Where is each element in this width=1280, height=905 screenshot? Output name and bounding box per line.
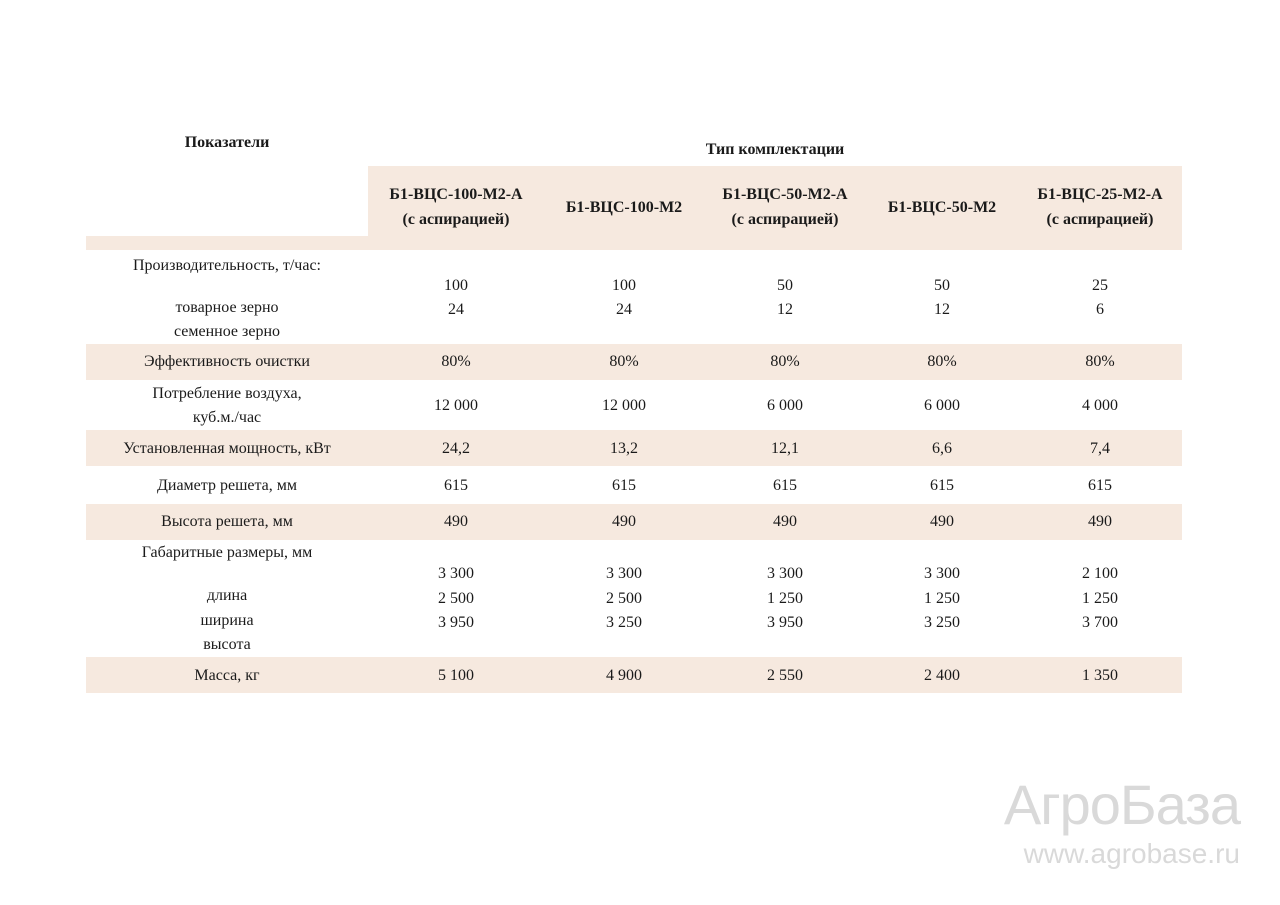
row-label-productivity: Производительность, т/час: xyxy=(133,257,321,274)
table-cell: 4 000 xyxy=(1082,397,1118,414)
table-cell: 6 000 xyxy=(767,397,803,414)
table-cell: 615 xyxy=(773,477,797,494)
model-header xyxy=(866,178,1018,236)
table-cell: 80% xyxy=(609,353,639,370)
row-label-efficiency: Эффективность очистки xyxy=(144,353,310,370)
model-note: (с аспирацией) xyxy=(402,211,510,228)
table-cell: 490 xyxy=(612,513,636,530)
table-cell: 80% xyxy=(770,353,800,370)
table-cell: 80% xyxy=(927,353,957,370)
model-note: (с аспирацией) xyxy=(1046,211,1154,228)
table-cell: 615 xyxy=(612,477,636,494)
model-name: Б1-ВЦС-100-М2-А xyxy=(389,186,523,203)
indicators-header: Показатели xyxy=(184,134,270,151)
table-cell: 12 xyxy=(777,301,793,318)
table-cell: 6 xyxy=(1096,301,1104,318)
table-cell: 24,2 xyxy=(442,440,470,457)
row-label-sieve-diameter: Диаметр решета, мм xyxy=(156,477,298,494)
table-cell: 12 000 xyxy=(602,397,646,414)
table-cell: 2 500 xyxy=(606,590,642,607)
table-cell: 1 250 xyxy=(1082,590,1118,607)
table-cell: 2 400 xyxy=(924,667,960,684)
table-cell: 80% xyxy=(1085,353,1115,370)
row-sublabel: высота xyxy=(203,636,251,653)
model-note: (с аспирацией) xyxy=(731,211,839,228)
table-cell: 80% xyxy=(441,353,471,370)
model-name: Б1-ВЦС-50-М2-А xyxy=(722,186,848,203)
table-cell: 4 900 xyxy=(606,667,642,684)
model-name: Б1-ВЦС-50-М2 xyxy=(887,198,997,216)
table-cell: 12 xyxy=(934,301,950,318)
table-cell: 490 xyxy=(930,513,954,530)
row-label-mass: Масса, кг xyxy=(194,667,260,684)
table-cell: 1 250 xyxy=(767,590,803,607)
table-cell: 6,6 xyxy=(932,440,952,457)
row-label-dimensions: Габаритные размеры, мм xyxy=(141,544,313,561)
table-cell: 490 xyxy=(444,513,468,530)
table-cell: 6 000 xyxy=(924,397,960,414)
model-name: Б1-ВЦС-100-М2 xyxy=(565,198,683,216)
model-header xyxy=(544,178,704,236)
table-cell: 615 xyxy=(1088,477,1112,494)
model-name: Б1-ВЦС-25-М2-А xyxy=(1037,186,1163,203)
table-cell: 615 xyxy=(930,477,954,494)
table-cell: 12 000 xyxy=(434,397,478,414)
row-sublabel: ширина xyxy=(200,612,254,629)
table-cell: 50 xyxy=(934,277,950,294)
table-cell: 13,2 xyxy=(610,440,638,457)
table-cell: 3 300 xyxy=(767,565,803,582)
table-cell: 12,1 xyxy=(771,440,799,457)
table-cell: 490 xyxy=(773,513,797,530)
table-cell: 3 300 xyxy=(606,565,642,582)
table-cell: 5 100 xyxy=(438,667,474,684)
row-label-air: Потребление воздуха, xyxy=(152,385,302,402)
table-cell: 3 950 xyxy=(767,614,803,631)
table-cell: 3 300 xyxy=(924,565,960,582)
table-cell: 3 950 xyxy=(438,614,474,631)
table-cell: 7,4 xyxy=(1090,440,1110,457)
table-cell: 100 xyxy=(612,277,636,294)
row-label-air-unit: куб.м./час xyxy=(192,409,262,426)
table-cell: 3 700 xyxy=(1082,614,1118,631)
table-cell: 2 550 xyxy=(767,667,803,684)
header-band-bottom xyxy=(86,236,1182,250)
table-cell: 3 250 xyxy=(924,614,960,631)
model-header xyxy=(368,178,544,236)
row-sublabel: товарное зерно xyxy=(175,299,279,316)
table-cell: 50 xyxy=(777,277,793,294)
row-label-power: Установленная мощность, кВт xyxy=(123,440,331,457)
table-cell: 24 xyxy=(448,301,464,318)
model-header xyxy=(1018,178,1182,236)
table-cell: 24 xyxy=(616,301,632,318)
row-label-sieve-height: Высота решета, мм xyxy=(161,513,293,530)
table-cell: 3 250 xyxy=(606,614,642,631)
watermark-url: www.agrobase.ru xyxy=(1023,838,1240,869)
row-sublabel: семенное зерно xyxy=(173,323,281,340)
watermark-logo: АгроБаза xyxy=(1003,773,1240,836)
model-header xyxy=(704,178,866,236)
type-header: Тип комплектации xyxy=(705,141,845,158)
table-cell: 1 250 xyxy=(924,590,960,607)
table-cell: 100 xyxy=(444,277,468,294)
row-sublabel: длина xyxy=(206,587,248,604)
table-cell: 1 350 xyxy=(1082,667,1118,684)
table-cell: 3 300 xyxy=(438,565,474,582)
table-cell: 2 500 xyxy=(438,590,474,607)
table-cell: 490 xyxy=(1088,513,1112,530)
table-cell: 25 xyxy=(1092,277,1108,294)
table-cell: 615 xyxy=(444,477,468,494)
table-cell: 2 100 xyxy=(1082,565,1118,582)
